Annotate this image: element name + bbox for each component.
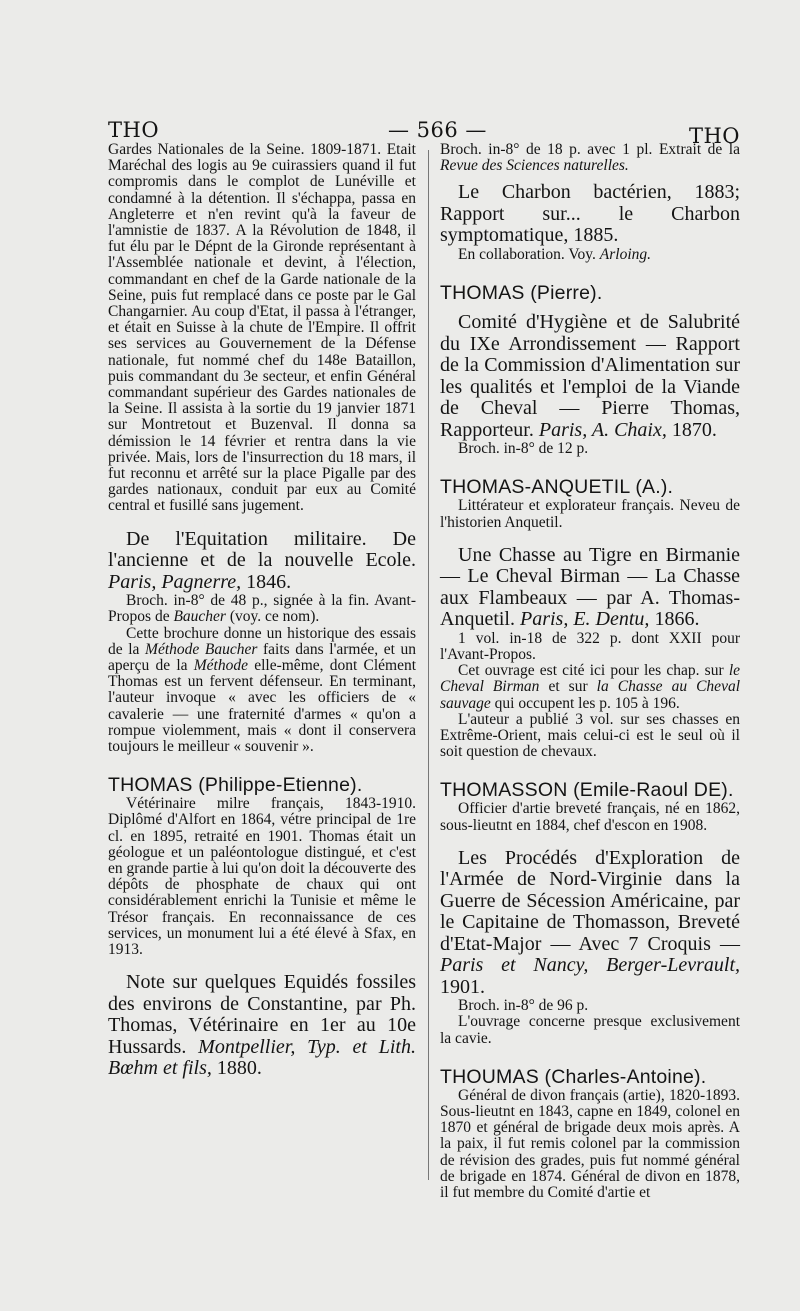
work-note: Cet ouvrage est cité ici pour les chap. sur le Cheval Birman et sur la Chasse au Cheval sauvage qui occupent les p. 105 à 196. [440,662,741,712]
work-title: Note sur quelques Equidés fossiles des environs de Constantine, par Ph. Thomas, Vétérinaire en 1er au 10e Hussards. Montpellier, Typ. et Lith. Bœhm et fils, 1880. [108,971,416,1080]
work-format: Broch. in-8° de 12 p. [458,440,589,458]
entry-biography: Officier d'artie breveté français, né en 1862, sous-lieutnt en 1884, chef d'escon en 1908. [440,800,740,834]
biography-continued: Gardes Nationales de la Seine. 1809-1871. Etait Maréchal des logis au 9e cuirassiers quand il fut compromis dans le complot de Lunéville et condamné à la détention. Il s'échappa, passa en Angleterre et n'en revint qu'à la faveur de l'amnistie de 1837. A la Révolution de 1848, il fut élu par le Dépnt de la Gironde représentant à l'Assemblée nationale et devint, à l'élection, commandant en chef de la Garde nationale de la Seine, puis fut remplacé dans ce poste par le Gal Changarnier. Au coup d'Etat, il passa à l'étranger, et était en Suisse à la chute de l'Empire. Il offrit ses services au Gouvernement de la Défense nationale, fut nommé chef du 148e Bataillon, puis commandant du 3e secteur, et enfin Général commandant supérieur des Gardes nationales de la Seine. Il assista à la sortie du 19 janvier 1871 sur Montretout et Buzenval. Il donna sa démission le 14 février et rentra dans la vie privée. Mais, lors de l'insurrection du 18 mars, il fut reconnu et arrêté sur la place Pigalle par des gardes nationaux, conduit par eux au Comité central et fusillé sans jugement. [108,141,416,515]
work-note: En collaboration. Voy. Arloing. [458,245,652,263]
entry-heading: THOMAS (Pierre). [440,282,603,305]
entry-biography: Général de divon français (artie), 1820-1893. Sous-lieutnt en 1843, capne en 1849, colonel en 1870 et général de brigade deux mois après. A la paix, il fut remis colonel par la commission de révision des grades, puis fut nommé général de brigade en 1874. Général de divon en 1878, il fut membre du Comité d'artie et [440,1086,740,1202]
header-left-keyword: THO [108,118,160,142]
work-title: Une Chasse au Tigre en Birmanie — Le Cheval Birman — La Chasse aux Flambeaux — par A. Thomas-Anquetil. Paris, E. Dentu, 1866. [440,543,740,631]
entry-biography: Littérateur et explorateur français. Neveu de l'historien Anquetil. [440,497,740,531]
work-format: Broch. in-8° de 96 p. [458,997,589,1015]
column-divider [428,150,429,1180]
entry-heading: THOUMAS (Charles-Antoine). [440,1065,707,1088]
entry-biography: Vétérinaire milre français, 1843-1910. Diplômé d'Alfort en 1864, vétre principal de 1re cl. en 1895, retraité en 1901. Thomas était un géologue et un paléontologue distingué, et c'est en grande partie à lui qu'on doit la découverte des dépôts de phosphate de chaux qui ont considérablement enrichi la Tunisie et même le Trésor français. En reconnaissance de ces services, un monument lui a été élevé à Sfax, en 1913. [108,795,416,959]
work-format: Broch. in-8° de 18 p. avec 1 pl. Extrait de la Revue des Sciences naturelles. [440,141,740,175]
work-note: L'auteur a publié 3 vol. sur ses chasses en Extrême-Orient, mais celui-ci est le seul où il soit question de chevaux. [440,710,740,761]
work-title: Le Charbon bactérien, 1883; Rapport sur... le Charbon symptomatique, 1885. [440,181,740,247]
entry-heading: THOMAS (Philippe-Etienne). [108,774,363,797]
entry-heading: THOMASSON (Emile-Raoul DE). [440,779,734,802]
work-note: L'ouvrage concerne presque exclusivement la cavie. [440,1013,740,1047]
entry-heading: THOMAS-ANQUETIL (A.). [440,476,674,499]
work-title: Comité d'Hygiène et de Salubrité du IXe Arrondissement — Rapport de la Commission d'Alimentation sur les qualités et l'emploi de la Viande de Cheval — Pierre Thomas, Rapporteur. Paris, A. Chaix, 1870. [440,311,740,441]
work-title: Les Procédés d'Exploration de l'Armée de Nord-Virginie dans la Guerre de Sécession Américaine, par le Capitaine de Thomasson, Breveté d'Etat-Major — Avec 7 Croquis — Paris et Nancy, Berger-Levrault, 1901. [440,846,740,998]
page-number: — 566 — [388,118,487,142]
work-note: Cette brochure donne un historique des essais de la Méthode Baucher faits dans l'armée, et un aperçu de la Méthode elle-même, dont Clément Thomas est un fervent défenseur. En terminant, l'auteur invoque « avec les officiers de « cavalerie — une fraternité d'armes « qu'on a rompue violemment, mais « dont il conservera toujours le meilleur « souvenir ». [108,624,416,755]
work-title: De l'Equitation militaire. De l'ancienne et de la nouvelle Ecole. Paris, Pagnerre, 1846. [108,527,416,593]
work-format: 1 vol. in-18 de 322 p. dont XXII pour l'Avant-Propos. [440,629,740,663]
work-format: Broch. in-8° de 48 p., signée à la fin. Avant-Propos de Baucher (voy. ce nom). [108,592,416,626]
right-column [440,142,740,1201]
header-right-keyword: THO [688,124,740,148]
left-column [108,142,416,1080]
